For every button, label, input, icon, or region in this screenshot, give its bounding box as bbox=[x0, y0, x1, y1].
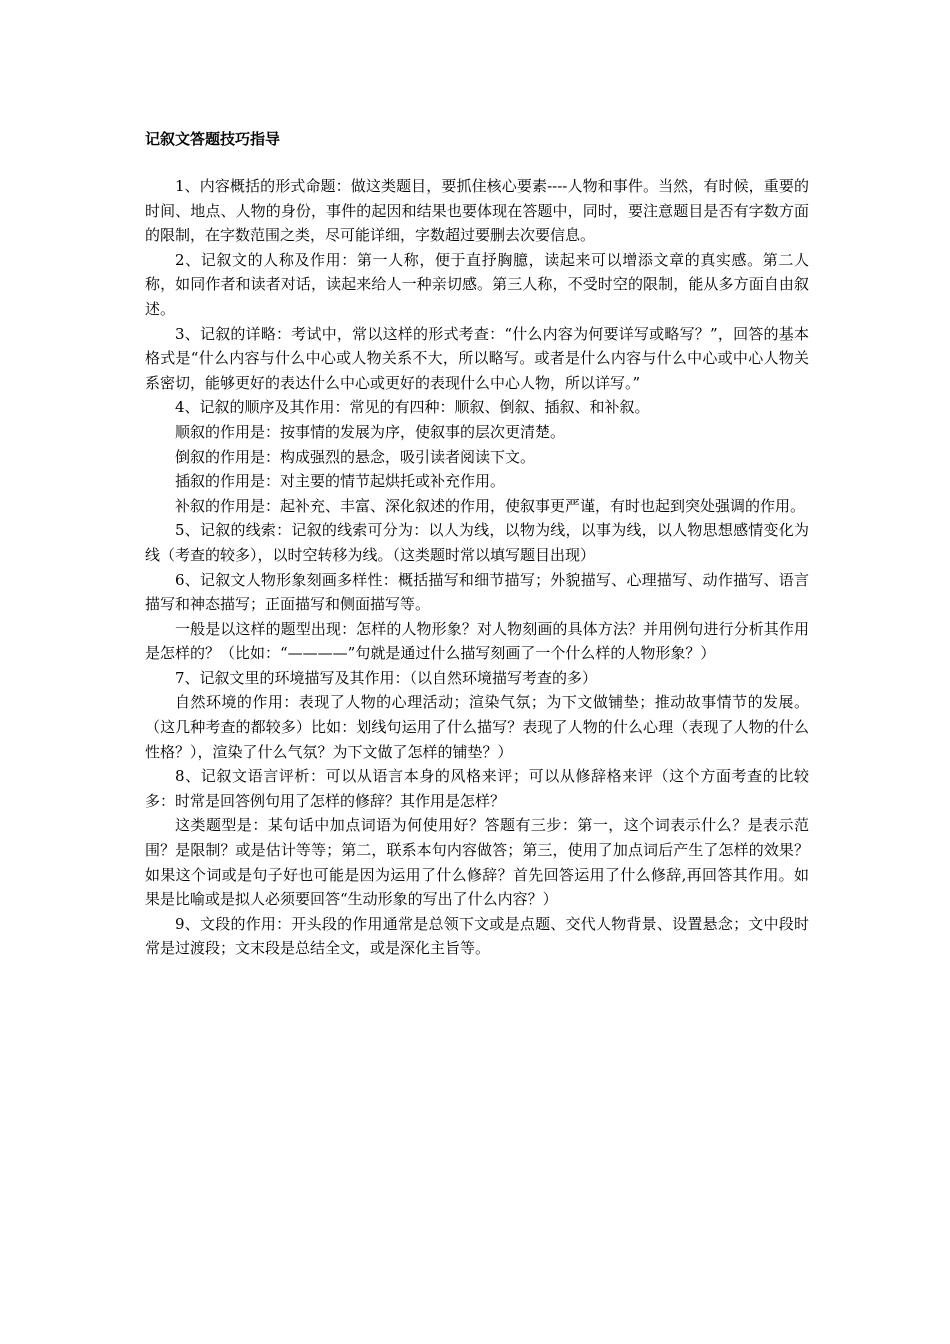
paragraph-9: 5、记叙的线索：记叙的线索可分为：以人为线，以物为线，以事为线，以人物思想感情变化为线（考查的较多），以时空转移为线。（这类题时常以填写题目出现） bbox=[145, 521, 809, 564]
paragraph-12: 7、记叙文里的环境描写及其作用：（以自然环境描写考查的多） bbox=[175, 668, 598, 687]
paragraph-15: 这类题型是：某句话中加点词语为何使用好？答题有三步：第一，这个词表示什么？是表示范围？是限制？或是估计等等；第二，联系本句内容做答；第三，使用了加点词后产生了怎样的效果？如果这个词或是句子好也可能是因为运用了什么修辞？首先回答运用了什么修辞,再回答其作用。如果是比喻或是拟人必须要回答“生动形象的写出了什么内容？） bbox=[145, 816, 809, 909]
paragraph-10: 6、记叙文人物形象刻画多样性：概括描写和细节描写；外貌描写、心理描写、动作描写、语言描写和神态描写；正面描写和侧面描写等。 bbox=[145, 570, 809, 614]
document-body bbox=[145, 174, 809, 961]
paragraph-14: 8、记叙文语言评析：可以从语言本身的风格来评；可以从修辞格来评（这个方面考查的比较多：时常是回答例句用了怎样的修辞？其作用是怎样？ bbox=[145, 767, 809, 810]
paragraph-3: 3、记叙的详略：考试中，常以这样的形式考查：“什么内容为何要详写或略写？”，回答的基本格式是“什么内容与什么中心或人物关系不大，所以略写。或者是什么内容与什么中心或中心人物关系密切，能够更好的表达什么中心或更好的表现什么中心人物，所以详写。” bbox=[145, 324, 809, 392]
paragraph-1: 1、内容概括的形式命题：做这类题目，要抓住核心要素----人物和事件。当然，有时候，重要的时间、地点、人物的身份，事件的起因和结果也要体现在答题中，同时，要注意题目是否有字数方面的限制，在字数范围之类，尽可能详细，字数超过要删去次要信息。 bbox=[145, 177, 809, 245]
paragraph-5: 顺叙的作用是：按事情的发展为序，使叙事的层次更清楚。 bbox=[175, 422, 566, 441]
paragraph-2: 2、记叙文的人称及作用：第一人称，便于直抒胸臆，读起来可以增添文章的真实感。第二人称，如同作者和读者对话，读起来给人一种亲切感。第三人称，不受时空的限制，能从多方面自由叙述。 bbox=[145, 250, 809, 318]
paragraph-8: 补叙的作用是：起补充、丰富、深化叙述的作用，使叙事更严谨，有时也起到突处强调的作用。 bbox=[175, 496, 806, 515]
paragraph-4: 4、记叙的顺序及其作用：常见的有四种：顺叙、倒叙、插叙、和补叙。 bbox=[175, 398, 650, 417]
paragraph-16: 9、文段的作用：开头段的作用通常是总领下文或是点题、交代人物背景、设置悬念；文中段时常是过渡段；文末段是总结全文，或是深化主旨等。 bbox=[145, 914, 809, 958]
paragraph-13: 自然环境的作用：表现了人物的心理活动；渲染气氛；为下文做铺垫；推动故事情节的发展。（这几种考查的都较多）比如：划线句运用了什么描写？表现了人物的什么心理（表现了人物的什么性格？），渲染了什么气氛？为下文做了怎样的铺垫？） bbox=[145, 693, 809, 761]
paragraph-7: 插叙的作用是：对主要的情节起烘托或补充作用。 bbox=[175, 472, 506, 491]
paragraph-6: 倒叙的作用是：构成强烈的悬念，吸引读者阅读下文。 bbox=[175, 447, 536, 466]
paragraph-11: 一般是以这样的题型出现：怎样的人物形象？对人物刻画的具体方法？并用例句进行分析其作用是怎样的？（比如：“————”句就是通过什么描写刻画了一个什么样的人物形象？） bbox=[145, 619, 809, 663]
document-title: 记叙文答题技巧指导 bbox=[145, 130, 281, 148]
